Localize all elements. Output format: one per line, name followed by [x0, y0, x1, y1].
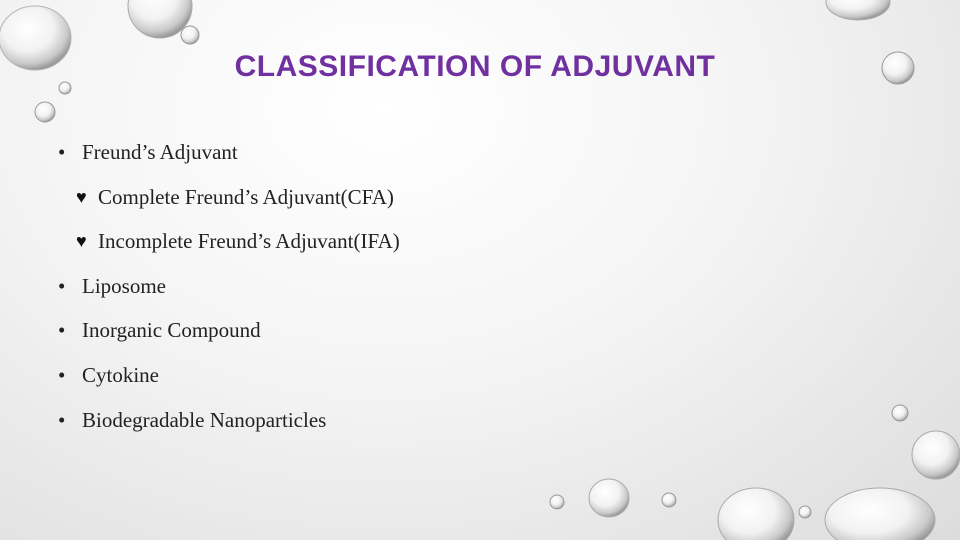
bullet-icon: • [58, 318, 66, 343]
list-subitem-text: Complete Freund’s Adjuvant(CFA) [98, 184, 394, 209]
droplets-bottom-right [825, 405, 960, 540]
list-subitem [62, 185, 400, 230]
list-subitem-text: Incomplete Freund’s Adjuvant(IFA) [98, 229, 400, 254]
list-item [58, 140, 400, 185]
list-item-text: Inorganic Compound [82, 318, 261, 343]
heart-bullet-icon: ♥ [76, 186, 87, 207]
list-item-text: Cytokine [82, 362, 159, 387]
droplets-bottom-center [550, 479, 811, 540]
bullet-icon: • [58, 407, 66, 432]
bullet-icon: • [58, 362, 66, 387]
list-item [58, 407, 400, 453]
list-item [58, 318, 400, 363]
list-item-text: Freund’s Adjuvant [82, 140, 238, 164]
bullet-icon: • [58, 140, 66, 164]
list-item-text: Liposome [82, 273, 166, 298]
bullet-icon: • [58, 273, 66, 298]
heart-bullet-icon: ♥ [76, 231, 87, 252]
bullet-list [58, 140, 400, 452]
list-subitem [62, 229, 400, 274]
list-item [58, 362, 400, 408]
list-item-text: Biodegradable Nanoparticles [82, 407, 327, 432]
slide-title: CLASSIFICATION OF ADJUVANT [234, 50, 716, 83]
list-item [58, 273, 400, 319]
